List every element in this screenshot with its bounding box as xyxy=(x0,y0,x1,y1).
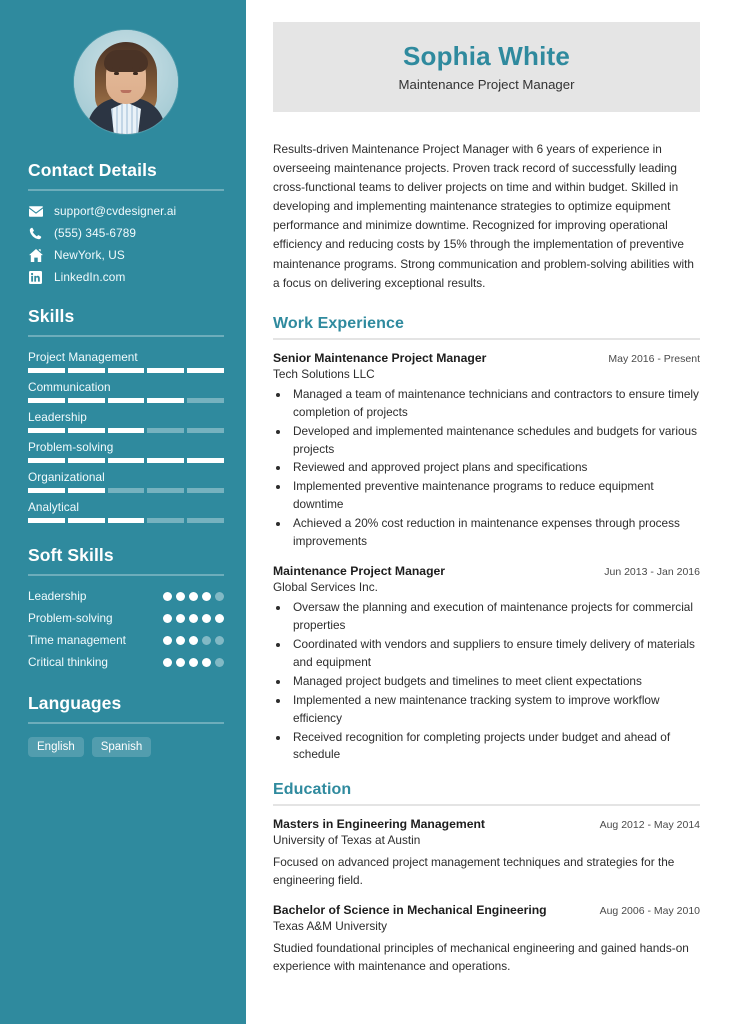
skills-divider xyxy=(28,335,224,337)
avatar-eye-right xyxy=(133,72,138,75)
skill-label: Organizational xyxy=(28,470,105,484)
entry-header xyxy=(273,817,700,831)
skill-level-bar xyxy=(28,368,224,373)
soft-skill-label: Critical thinking xyxy=(28,654,108,669)
entry-header xyxy=(273,564,700,578)
soft-skill-rating-dots xyxy=(163,614,224,623)
skill-segment xyxy=(68,518,105,523)
skill-level-bar xyxy=(28,488,224,493)
rating-dot xyxy=(215,614,224,623)
contact-details-divider xyxy=(28,189,224,191)
avatar-shirt xyxy=(111,102,141,134)
bullet-item: • Oversaw the planning and execution of maintenance projects for commercial properties xyxy=(290,599,700,635)
avatar xyxy=(74,30,178,134)
contact-item-linkedin[interactable] xyxy=(28,270,224,284)
contact-item-phone[interactable] xyxy=(28,226,224,240)
bullet-item: • Developed and implemented maintenance schedules and budgets for various projects xyxy=(290,423,700,459)
soft-skills-section xyxy=(28,545,224,671)
skill-label: Leadership xyxy=(28,410,87,424)
entry-date-range: Aug 2006 - May 2010 xyxy=(599,905,700,918)
contact-item-email[interactable] xyxy=(28,204,224,218)
skill-segment xyxy=(28,488,65,493)
avatar-container xyxy=(28,30,224,134)
education-entry xyxy=(273,903,700,976)
skill-segment xyxy=(28,458,65,463)
skill-level-bar xyxy=(28,518,224,523)
home-icon xyxy=(28,249,43,262)
rating-dot xyxy=(189,658,198,667)
skill-segment xyxy=(108,368,145,373)
skill-level-bar xyxy=(28,458,224,463)
skill-segment xyxy=(68,428,105,433)
work-experience-heading: Work Experience xyxy=(273,314,405,332)
rating-dot xyxy=(202,658,211,667)
work-experience-section xyxy=(273,315,700,765)
skill-segment xyxy=(147,488,184,493)
linkedin-icon xyxy=(28,271,43,284)
entry-company: Global Services Inc. xyxy=(273,580,378,595)
contact-details-section xyxy=(28,160,224,284)
skill-segment xyxy=(147,428,184,433)
soft-skills-heading: Soft Skills xyxy=(28,545,114,565)
rating-dot xyxy=(163,592,172,601)
avatar-eye-left xyxy=(114,72,119,75)
work-experience-divider xyxy=(273,338,700,340)
languages-divider xyxy=(28,722,224,724)
bullet-item: • Received recognition for completing projects under budget and ahead of schedule xyxy=(290,729,700,765)
soft-skill-label: Problem-solving xyxy=(28,610,113,625)
skill-segment xyxy=(108,428,145,433)
main-column xyxy=(246,0,730,1024)
skill-segment xyxy=(68,488,105,493)
entry-description: Studied foundational principles of mechanical engineering and gained hands-on experience with maintenance and operations. xyxy=(273,941,689,974)
skill-segment xyxy=(68,458,105,463)
education-entries xyxy=(273,817,700,976)
skill-item xyxy=(28,350,224,373)
avatar-fringe xyxy=(104,50,148,72)
soft-skill-label: Time management xyxy=(28,632,126,647)
envelope-icon xyxy=(28,206,43,217)
contact-linkedin-value: LinkedIn.com xyxy=(54,270,126,284)
skill-segment xyxy=(28,428,65,433)
rating-dot xyxy=(202,636,211,645)
skill-label: Communication xyxy=(28,380,111,394)
work-experience-entry xyxy=(273,564,700,764)
work-experience-entry xyxy=(273,351,700,551)
entry-bullet-list xyxy=(290,386,700,551)
skill-item xyxy=(28,500,224,523)
skill-segment xyxy=(187,368,224,373)
skill-level-bar xyxy=(28,398,224,403)
rating-dot xyxy=(163,614,172,623)
bullet-item: • Managed a team of maintenance technicians and contractors to ensure timely completion of projects xyxy=(290,386,700,422)
skill-label: Problem-solving xyxy=(28,440,114,454)
rating-dot xyxy=(215,592,224,601)
skill-level-bar xyxy=(28,428,224,433)
rating-dot xyxy=(189,636,198,645)
rating-dot xyxy=(176,614,185,623)
job-title: Maintenance Project Manager xyxy=(398,76,575,92)
soft-skill-item xyxy=(28,633,224,649)
education-divider xyxy=(273,804,700,806)
rating-dot xyxy=(202,614,211,623)
entry-company: Tech Solutions LLC xyxy=(273,366,375,381)
skills-heading: Skills xyxy=(28,306,75,326)
rating-dot xyxy=(176,658,185,667)
language-tag[interactable]: English xyxy=(28,737,84,757)
bullet-item: • Reviewed and approved project plans and specifications xyxy=(290,459,700,477)
rating-dot xyxy=(189,614,198,623)
bullet-item: • Achieved a 20% cost reduction in maintenance expenses through process improvements xyxy=(290,515,700,551)
avatar-brow-right xyxy=(132,67,140,69)
soft-skill-rating-dots xyxy=(163,592,224,601)
rating-dot xyxy=(163,658,172,667)
skill-segment xyxy=(147,518,184,523)
soft-skill-rating-dots xyxy=(163,636,224,645)
skill-segment xyxy=(187,458,224,463)
soft-skill-item xyxy=(28,655,224,671)
contact-phone-value: (555) 345-6789 xyxy=(54,226,137,240)
soft-skill-label: Leadership xyxy=(28,589,87,603)
entry-job-title: Senior Maintenance Project Manager xyxy=(273,350,487,365)
skill-segment xyxy=(68,368,105,373)
rating-dot xyxy=(176,592,185,601)
skill-segment xyxy=(68,398,105,403)
soft-skill-item xyxy=(28,589,224,605)
page-title: Sophia White xyxy=(402,41,571,71)
soft-skill-rating-dots xyxy=(163,658,224,667)
skill-segment xyxy=(108,458,145,463)
education-entry xyxy=(273,817,700,890)
rating-dot xyxy=(176,636,185,645)
entry-date-range: May 2016 - Present xyxy=(608,352,700,365)
skill-segment xyxy=(28,368,65,373)
entry-institution: Texas A&M University xyxy=(273,919,388,934)
language-tag-list xyxy=(28,737,224,757)
entry-description: Focused on advanced project management techniques and strategies for the engineering field. xyxy=(273,855,675,888)
education-heading: Education xyxy=(273,781,352,799)
sidebar xyxy=(0,0,246,1024)
skill-segment xyxy=(187,488,224,493)
phone-icon xyxy=(28,227,43,240)
contact-details-heading: Contact Details xyxy=(28,160,157,180)
skill-segment xyxy=(187,428,224,433)
rating-dot xyxy=(215,636,224,645)
bullet-item: • Implemented a new maintenance tracking system to improve workflow efficiency xyxy=(290,692,700,728)
avatar-brow-left xyxy=(112,67,120,69)
skill-label: Analytical xyxy=(28,500,79,514)
language-tag[interactable]: Spanish xyxy=(92,737,152,757)
entry-institution: University of Texas at Austin xyxy=(273,833,421,848)
skills-list xyxy=(28,350,224,523)
skill-item xyxy=(28,380,224,403)
skill-segment xyxy=(108,398,145,403)
bullet-item: • Coordinated with vendors and suppliers to ensure timely delivery of materials and equipment xyxy=(290,636,700,672)
skill-label: Project Management xyxy=(28,350,138,364)
rating-dot xyxy=(189,592,198,601)
skill-segment xyxy=(28,398,65,403)
soft-skills-divider xyxy=(28,574,224,576)
header-card xyxy=(273,22,700,112)
rating-dot xyxy=(163,636,172,645)
contact-list xyxy=(28,204,224,284)
languages-heading: Languages xyxy=(28,692,122,713)
entry-job-title: Maintenance Project Manager xyxy=(273,564,446,579)
contact-item-location[interactable] xyxy=(28,248,224,262)
bullet-item: • Managed project budgets and timelines to meet client expectations xyxy=(290,673,700,691)
skill-segment xyxy=(147,398,184,403)
skill-item xyxy=(28,440,224,463)
entry-header xyxy=(273,903,700,917)
skill-segment xyxy=(108,488,145,493)
contact-email-value: support@cvdesigner.ai xyxy=(54,204,177,218)
entry-degree-title: Masters in Engineering Management xyxy=(273,817,485,832)
professional-summary: Results-driven Maintenance Project Manager with 6 years of experience in overseeing maintenance projects. Proven track record of successfully leading cross-functional teams to deliver projects on time and within budget. Skilled in developing and implementing maintenance strategies to optimize equipment performance and minimize downtime. Recognized for improving operational efficiency and reducing costs by 15% through the implementation of preventive maintenance programs. Strong communication and problem-solving abilities with a focus on delivering exceptional results. xyxy=(273,141,694,290)
skill-segment xyxy=(147,368,184,373)
skill-segment xyxy=(28,518,65,523)
education-section xyxy=(273,781,700,976)
skill-segment xyxy=(108,518,145,523)
contact-location-value: NewYork, US xyxy=(54,248,125,262)
rating-dot xyxy=(215,658,224,667)
skills-section xyxy=(28,306,224,523)
entry-degree-title: Bachelor of Science in Mechanical Engineering xyxy=(273,903,547,918)
rating-dot xyxy=(202,592,211,601)
entry-header xyxy=(273,351,700,365)
soft-skills-list xyxy=(28,589,224,671)
skill-item xyxy=(28,410,224,433)
entry-bullet-list xyxy=(290,599,700,764)
work-experience-entries xyxy=(273,351,700,765)
bullet-item: • Implemented preventive maintenance programs to reduce equipment downtime xyxy=(290,478,700,514)
languages-section xyxy=(28,693,224,757)
soft-skill-item xyxy=(28,611,224,627)
avatar-mouth xyxy=(121,90,132,93)
skill-segment xyxy=(187,398,224,403)
skill-segment xyxy=(187,518,224,523)
skill-item xyxy=(28,470,224,493)
entry-date-range: Jun 2013 - Jan 2016 xyxy=(604,566,700,579)
entry-date-range: Aug 2012 - May 2014 xyxy=(599,819,700,832)
skill-segment xyxy=(147,458,184,463)
